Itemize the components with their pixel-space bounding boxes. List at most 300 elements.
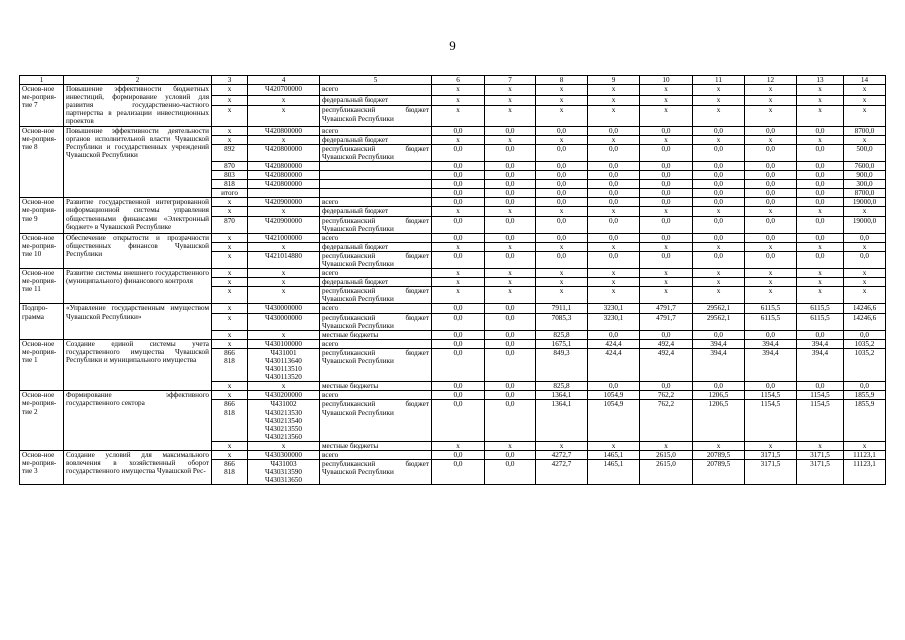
amount-cell: 0,0: [588, 171, 640, 180]
amount-cell: 0,0: [745, 330, 797, 339]
amount-cell: 394,4: [693, 348, 745, 381]
amount-cell: 0,0: [797, 251, 844, 268]
funding-source-cell: всего: [320, 233, 432, 242]
amount-cell: 0,0: [485, 339, 536, 348]
target-item-code-cell: Ч430200000: [248, 391, 320, 400]
amount-cell: 0,0: [485, 348, 536, 381]
amount-cell: 0,0: [432, 391, 485, 400]
amount-cell: 14246,6: [844, 313, 886, 330]
grbs-code-cell: х: [212, 451, 248, 460]
amount-cell: 3171,5: [797, 460, 844, 485]
funding-source-cell: всего: [320, 451, 432, 460]
amount-cell: 1364,1: [536, 391, 588, 400]
amount-cell: 0,0: [485, 180, 536, 189]
amount-cell: 29562,1: [693, 304, 745, 313]
amount-cell: 29562,1: [693, 313, 745, 330]
amount-cell: 0,0: [693, 198, 745, 207]
amount-cell: 0,0: [745, 233, 797, 242]
target-item-code-cell: Ч420800000: [248, 144, 320, 161]
amount-cell: 1465,1: [588, 451, 640, 460]
amount-cell: х: [536, 441, 588, 450]
amount-cell: 0,0: [693, 144, 745, 161]
amount-cell: 0,0: [432, 330, 485, 339]
amount-cell: 0,0: [745, 161, 797, 170]
measure-name-cell: Повышение эффективности деятельности органов исполнительной власти Чувашской Республики и государственных учреждений Чувашской Республики: [64, 126, 212, 198]
amount-cell: 0,0: [797, 216, 844, 233]
amount-cell: х: [588, 287, 640, 304]
funding-source-cell: [320, 180, 432, 189]
amount-cell: х: [745, 287, 797, 304]
amount-cell: х: [432, 85, 485, 96]
grbs-code-cell: х: [212, 242, 248, 251]
amount-cell: 0,0: [432, 451, 485, 460]
measure-name-cell: Развитие системы внешнего государственного (муниципального) финансового контроля: [64, 269, 212, 304]
grbs-code-cell: х: [212, 339, 248, 348]
target-item-code-cell: х: [248, 207, 320, 216]
grbs-code-cell: х: [212, 391, 248, 400]
amount-cell: 0,0: [693, 189, 745, 198]
amount-cell: 1154,5: [745, 400, 797, 441]
amount-cell: 7085,3: [536, 313, 588, 330]
amount-cell: 0,0: [485, 198, 536, 207]
grbs-code-cell: х: [212, 106, 248, 126]
amount-cell: 0,0: [745, 126, 797, 135]
amount-cell: 1035,2: [844, 339, 886, 348]
funding-source-cell: местные бюджеты: [320, 382, 432, 391]
amount-cell: 1364,1: [536, 400, 588, 441]
amount-cell: 492,4: [640, 348, 693, 381]
amount-cell: х: [693, 269, 745, 278]
target-item-code-cell: Ч421014880: [248, 251, 320, 268]
amount-cell: х: [797, 207, 844, 216]
amount-cell: 0,0: [588, 233, 640, 242]
amount-cell: х: [640, 278, 693, 287]
amount-cell: 0,0: [797, 330, 844, 339]
grbs-code-cell: х: [212, 330, 248, 339]
amount-cell: 0,0: [588, 330, 640, 339]
table-row: [20, 233, 886, 242]
amount-cell: 0,0: [588, 251, 640, 268]
page-number: 9: [449, 38, 456, 53]
amount-cell: х: [432, 287, 485, 304]
grbs-code-cell: х: [212, 207, 248, 216]
amount-cell: 300,0: [844, 180, 886, 189]
measure-label-cell: Основ-ное ме-роприя-тие 9: [20, 198, 64, 233]
column-number-cell: 10: [640, 76, 693, 85]
funding-source-cell: республиканский бюджет Чувашской Республики: [320, 287, 432, 304]
amount-cell: 8700,0: [844, 189, 886, 198]
amount-cell: 0,0: [640, 161, 693, 170]
amount-cell: 0,0: [588, 198, 640, 207]
amount-cell: х: [844, 207, 886, 216]
table-row: [20, 451, 886, 460]
amount-cell: х: [693, 441, 745, 450]
amount-cell: х: [844, 106, 886, 126]
amount-cell: 0,0: [485, 391, 536, 400]
amount-cell: 1206,5: [693, 400, 745, 441]
funding-source-cell: республиканский бюджет Чувашской Республики: [320, 313, 432, 330]
amount-cell: 424,4: [588, 348, 640, 381]
grbs-code-cell: х: [212, 135, 248, 144]
amount-cell: х: [536, 269, 588, 278]
amount-cell: 0,0: [485, 460, 536, 485]
measure-label-cell: Основ-ное ме-роприя-тие 8: [20, 126, 64, 198]
measure-name-cell: «Управление государственным имуществом Чувашской Республики»: [64, 304, 212, 339]
budget-table: [19, 75, 886, 485]
table-row: [20, 126, 886, 135]
amount-cell: 19000,0: [844, 198, 886, 207]
amount-cell: 4272,7: [536, 460, 588, 485]
amount-cell: 11123,1: [844, 460, 886, 485]
funding-source-cell: [320, 171, 432, 180]
amount-cell: х: [797, 441, 844, 450]
funding-source-cell: [320, 189, 432, 198]
amount-cell: 0,0: [485, 171, 536, 180]
target-item-code-cell: Ч431003 Ч430313590 Ч430313650: [248, 460, 320, 485]
grbs-code-cell: х: [212, 441, 248, 450]
measure-label-cell: Основ-ное ме-роприя-тие 10: [20, 233, 64, 268]
amount-cell: 0,0: [432, 460, 485, 485]
amount-cell: х: [536, 106, 588, 126]
funding-source-cell: всего: [320, 198, 432, 207]
target-item-code-cell: х: [248, 278, 320, 287]
amount-cell: х: [693, 242, 745, 251]
amount-cell: х: [432, 95, 485, 106]
amount-cell: 8700,0: [844, 126, 886, 135]
amount-cell: х: [844, 269, 886, 278]
amount-cell: 0,0: [485, 330, 536, 339]
amount-cell: х: [432, 269, 485, 278]
amount-cell: х: [745, 242, 797, 251]
amount-cell: 0,0: [844, 382, 886, 391]
grbs-code-cell: 892: [212, 144, 248, 161]
amount-cell: 0,0: [797, 198, 844, 207]
amount-cell: 7600,0: [844, 161, 886, 170]
column-number-cell: 14: [844, 76, 886, 85]
amount-cell: 0,0: [797, 382, 844, 391]
column-number-cell: 9: [588, 76, 640, 85]
amount-cell: х: [485, 207, 536, 216]
grbs-code-cell: 866 818: [212, 348, 248, 381]
amount-cell: 762,2: [640, 391, 693, 400]
table-body: [20, 76, 886, 485]
amount-cell: 1206,5: [693, 391, 745, 400]
amount-cell: 0,0: [536, 189, 588, 198]
table-row: [20, 339, 886, 348]
target-item-code-cell: Ч420800000: [248, 126, 320, 135]
measure-label-cell: Основ-ное ме-роприя-тие 2: [20, 391, 64, 451]
amount-cell: х: [432, 135, 485, 144]
amount-cell: 6115,5: [797, 304, 844, 313]
amount-cell: 0,0: [536, 233, 588, 242]
amount-cell: 394,4: [797, 348, 844, 381]
amount-cell: 0,0: [797, 233, 844, 242]
funding-source-cell: всего: [320, 269, 432, 278]
measure-name-cell: Создание единой системы учета государственного имущества Чувашской Республики и муниципального имущества: [64, 339, 212, 391]
amount-cell: 0,0: [588, 161, 640, 170]
funding-source-cell: республиканский бюджет Чувашской Республики: [320, 251, 432, 268]
amount-cell: х: [844, 441, 886, 450]
grbs-code-cell: х: [212, 126, 248, 135]
amount-cell: х: [588, 135, 640, 144]
measure-label-cell: Подпро-грамма: [20, 304, 64, 339]
amount-cell: 0,0: [844, 233, 886, 242]
amount-cell: 0,0: [432, 348, 485, 381]
target-item-code-cell: х: [248, 106, 320, 126]
amount-cell: 0,0: [432, 313, 485, 330]
target-item-code-cell: Ч431001 Ч430113640 Ч430113510 Ч430113520: [248, 348, 320, 381]
amount-cell: 0,0: [485, 233, 536, 242]
amount-cell: 3230,1: [588, 304, 640, 313]
measure-label-cell: Основ-ное ме-роприя-тие 7: [20, 85, 64, 126]
amount-cell: 394,4: [745, 348, 797, 381]
amount-cell: х: [745, 278, 797, 287]
amount-cell: 0,0: [485, 451, 536, 460]
funding-source-cell: федеральный бюджет: [320, 278, 432, 287]
grbs-code-cell: х: [212, 269, 248, 278]
measure-label-cell: Основ-ное ме-роприя-тие 3: [20, 451, 64, 485]
funding-source-cell: всего: [320, 339, 432, 348]
amount-cell: х: [432, 441, 485, 450]
measure-name-cell: Обеспечение открытости и прозрачности общественных финансов Чувашской Республики: [64, 233, 212, 268]
amount-cell: 0,0: [432, 198, 485, 207]
amount-cell: 6115,5: [745, 304, 797, 313]
target-item-code-cell: Ч420900000: [248, 198, 320, 207]
amount-cell: 0,0: [640, 233, 693, 242]
amount-cell: 825,8: [536, 330, 588, 339]
column-number-row: [20, 76, 886, 85]
target-item-code-cell: х: [248, 382, 320, 391]
amount-cell: х: [844, 95, 886, 106]
column-number-cell: 3: [212, 76, 248, 85]
amount-cell: х: [797, 106, 844, 126]
amount-cell: х: [588, 278, 640, 287]
amount-cell: х: [844, 242, 886, 251]
amount-cell: х: [432, 242, 485, 251]
amount-cell: 0,0: [693, 180, 745, 189]
amount-cell: х: [797, 135, 844, 144]
amount-cell: х: [797, 278, 844, 287]
amount-cell: х: [745, 95, 797, 106]
column-number-cell: 12: [745, 76, 797, 85]
measure-name-cell: Развитие государственной интегрированной информационной системы управления общественными финансами «Электронный бюджет» в Чувашской Республике: [64, 198, 212, 233]
amount-cell: 0,0: [640, 216, 693, 233]
amount-cell: 4272,7: [536, 451, 588, 460]
amount-cell: 0,0: [432, 400, 485, 441]
funding-source-cell: всего: [320, 391, 432, 400]
amount-cell: х: [640, 95, 693, 106]
funding-source-cell: всего: [320, 126, 432, 135]
target-item-code-cell: х: [248, 269, 320, 278]
amount-cell: 0,0: [745, 216, 797, 233]
amount-cell: 0,0: [536, 171, 588, 180]
measure-name-cell: Формирование эффективного государственного сектора: [64, 391, 212, 451]
amount-cell: 0,0: [693, 161, 745, 170]
grbs-code-cell: х: [212, 278, 248, 287]
amount-cell: х: [745, 135, 797, 144]
amount-cell: х: [432, 207, 485, 216]
grbs-code-cell: 870: [212, 161, 248, 170]
target-item-code-cell: Ч420700000: [248, 85, 320, 96]
amount-cell: 0,0: [797, 171, 844, 180]
amount-cell: х: [536, 242, 588, 251]
amount-cell: 1675,1: [536, 339, 588, 348]
target-item-code-cell: х: [248, 95, 320, 106]
amount-cell: 4791,7: [640, 304, 693, 313]
amount-cell: 2615,0: [640, 451, 693, 460]
amount-cell: х: [693, 287, 745, 304]
funding-source-cell: федеральный бюджет: [320, 207, 432, 216]
target-item-code-cell: Ч421000000: [248, 233, 320, 242]
amount-cell: 762,2: [640, 400, 693, 441]
amount-cell: х: [693, 95, 745, 106]
amount-cell: 6115,5: [797, 313, 844, 330]
column-number-cell: 1: [20, 76, 64, 85]
amount-cell: 20789,5: [693, 460, 745, 485]
amount-cell: 0,0: [588, 180, 640, 189]
amount-cell: х: [693, 135, 745, 144]
amount-cell: х: [745, 269, 797, 278]
amount-cell: 0,0: [432, 304, 485, 313]
amount-cell: 0,0: [432, 233, 485, 242]
amount-cell: х: [797, 269, 844, 278]
amount-cell: 0,0: [536, 144, 588, 161]
amount-cell: х: [485, 95, 536, 106]
amount-cell: х: [745, 85, 797, 96]
funding-source-cell: всего: [320, 85, 432, 96]
amount-cell: 0,0: [640, 126, 693, 135]
amount-cell: 0,0: [640, 171, 693, 180]
amount-cell: х: [640, 135, 693, 144]
amount-cell: 0,0: [640, 198, 693, 207]
funding-source-cell: республиканский бюджет Чувашской Республики: [320, 348, 432, 381]
funding-source-cell: федеральный бюджет: [320, 135, 432, 144]
amount-cell: х: [745, 207, 797, 216]
target-item-code-cell: х: [248, 441, 320, 450]
amount-cell: х: [844, 287, 886, 304]
table-row: [20, 85, 886, 96]
amount-cell: 0,0: [797, 180, 844, 189]
amount-cell: 492,4: [640, 339, 693, 348]
amount-cell: 0,0: [745, 382, 797, 391]
amount-cell: 0,0: [745, 198, 797, 207]
amount-cell: х: [693, 85, 745, 96]
amount-cell: 6115,5: [745, 313, 797, 330]
measure-name-cell: Повышение эффективности бюджетных инвестиций, формирование условий для развития государственно-частного партнерства в реализации инвестиционных проектов: [64, 85, 212, 126]
funding-source-cell: местные бюджеты: [320, 441, 432, 450]
column-number-cell: 5: [320, 76, 432, 85]
amount-cell: 0,0: [588, 189, 640, 198]
amount-cell: 0,0: [432, 144, 485, 161]
table-row: [20, 198, 886, 207]
amount-cell: 1154,5: [745, 391, 797, 400]
amount-cell: 0,0: [536, 126, 588, 135]
amount-cell: х: [588, 85, 640, 96]
target-item-code-cell: Ч420800000: [248, 161, 320, 170]
target-item-code-cell: Ч430000000: [248, 304, 320, 313]
table-row: [20, 304, 886, 313]
amount-cell: х: [588, 441, 640, 450]
grbs-code-cell: 803: [212, 171, 248, 180]
column-number-cell: 11: [693, 76, 745, 85]
amount-cell: 1154,5: [797, 391, 844, 400]
amount-cell: 0,0: [485, 216, 536, 233]
amount-cell: х: [844, 85, 886, 96]
amount-cell: 0,0: [485, 304, 536, 313]
grbs-code-cell: 866 818: [212, 460, 248, 485]
amount-cell: 0,0: [485, 313, 536, 330]
amount-cell: х: [536, 95, 588, 106]
target-item-code-cell: х: [248, 242, 320, 251]
funding-source-cell: федеральный бюджет: [320, 242, 432, 251]
amount-cell: х: [536, 85, 588, 96]
amount-cell: х: [588, 95, 640, 106]
amount-cell: х: [844, 278, 886, 287]
amount-cell: 394,4: [745, 339, 797, 348]
amount-cell: х: [485, 287, 536, 304]
amount-cell: 394,4: [797, 339, 844, 348]
grbs-code-cell: х: [212, 251, 248, 268]
amount-cell: 0,0: [745, 144, 797, 161]
amount-cell: х: [693, 207, 745, 216]
target-item-code-cell: Ч420800000: [248, 171, 320, 180]
amount-cell: х: [844, 135, 886, 144]
target-item-code-cell: Ч430100000: [248, 339, 320, 348]
grbs-code-cell: х: [212, 287, 248, 304]
amount-cell: 0,0: [640, 382, 693, 391]
amount-cell: 0,0: [640, 330, 693, 339]
table-row: [20, 269, 886, 278]
amount-cell: х: [693, 278, 745, 287]
amount-cell: 0,0: [432, 189, 485, 198]
amount-cell: 1154,5: [797, 400, 844, 441]
amount-cell: х: [797, 242, 844, 251]
amount-cell: х: [536, 278, 588, 287]
funding-source-cell: федеральный бюджет: [320, 95, 432, 106]
target-item-code-cell: [248, 189, 320, 198]
amount-cell: х: [536, 287, 588, 304]
target-item-code-cell: Ч420900000: [248, 216, 320, 233]
amount-cell: 0,0: [640, 144, 693, 161]
amount-cell: 1054,9: [588, 391, 640, 400]
amount-cell: 424,4: [588, 339, 640, 348]
amount-cell: 3171,5: [745, 460, 797, 485]
amount-cell: 0,0: [745, 251, 797, 268]
amount-cell: х: [485, 278, 536, 287]
amount-cell: 0,0: [693, 382, 745, 391]
amount-cell: 20789,5: [693, 451, 745, 460]
funding-source-cell: всего: [320, 304, 432, 313]
amount-cell: 0,0: [485, 251, 536, 268]
amount-cell: 2615,0: [640, 460, 693, 485]
column-number-cell: 6: [432, 76, 485, 85]
amount-cell: 900,0: [844, 171, 886, 180]
amount-cell: 0,0: [844, 251, 886, 268]
grbs-code-cell: х: [212, 304, 248, 313]
amount-cell: 0,0: [745, 180, 797, 189]
column-number-cell: 7: [485, 76, 536, 85]
amount-cell: х: [432, 106, 485, 126]
amount-cell: 0,0: [536, 180, 588, 189]
amount-cell: 19000,0: [844, 216, 886, 233]
amount-cell: 0,0: [640, 251, 693, 268]
grbs-code-cell: х: [212, 85, 248, 96]
amount-cell: 0,0: [745, 189, 797, 198]
amount-cell: 0,0: [745, 171, 797, 180]
table-row: [20, 391, 886, 400]
amount-cell: 1855,9: [844, 391, 886, 400]
amount-cell: 1035,2: [844, 348, 886, 381]
